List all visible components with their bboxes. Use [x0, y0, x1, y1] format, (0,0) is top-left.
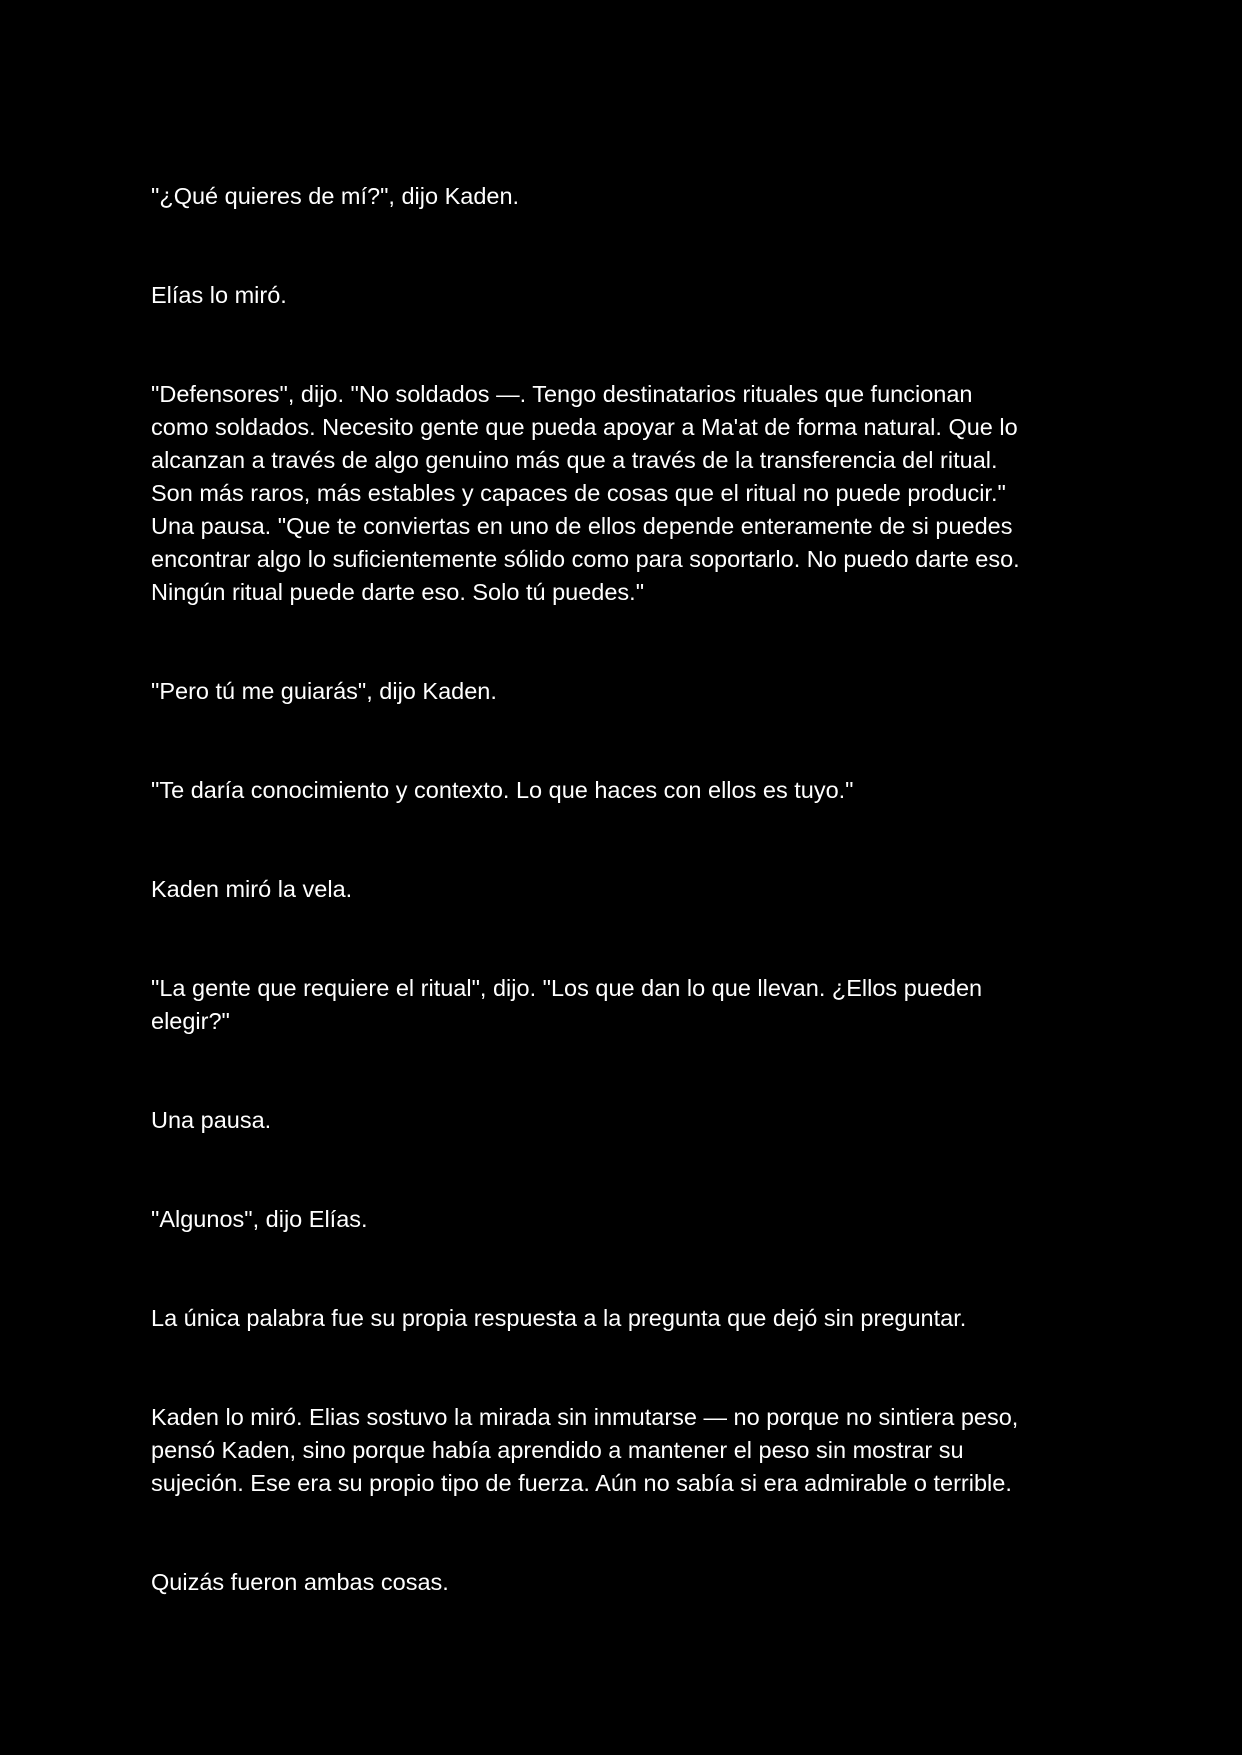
paragraph-3: [151, 378, 1091, 609]
paragraph-6: [151, 873, 1091, 906]
paragraph-5: [151, 774, 1091, 807]
text-line: Quizás fueron ambas cosas.: [151, 1569, 449, 1595]
text-line: Ningún ritual puede darte eso. Solo tú puedes.": [151, 579, 645, 605]
text-line: pensó Kaden, sino porque había aprendido a mantener el peso sin mostrar su: [151, 1437, 964, 1463]
paragraph-1: [151, 180, 1091, 213]
text-line: "¿Qué quieres de mí?", dijo Kaden.: [151, 183, 520, 209]
text-line: alcanzan a través de algo genuino más que a través de la transferencia del ritual.: [151, 447, 998, 473]
text-line: encontrar algo lo suficientemente sólido como para soportarlo. No puedo darte eso.: [151, 546, 1020, 572]
text-line: sujeción. Ese era su propio tipo de fuerza. Aún no sabía si era admirable o terrible.: [151, 1470, 1012, 1496]
paragraph-12: [151, 1566, 1091, 1599]
document-page: [151, 180, 1091, 1599]
paragraph-11: [151, 1401, 1091, 1500]
text-line: Kaden miró la vela.: [151, 876, 353, 902]
paragraph-8: [151, 1104, 1091, 1137]
text-line: Elías lo miró.: [151, 282, 287, 308]
text-line: como soldados. Necesito gente que pueda apoyar a Ma'at de forma natural. Que lo: [151, 414, 1018, 440]
text-line: Son más raros, más estables y capaces de cosas que el ritual no puede producir.": [151, 480, 1006, 506]
text-line: "Algunos", dijo Elías.: [151, 1206, 368, 1232]
text-line: elegir?": [151, 1008, 230, 1034]
text-line: "Te daría conocimiento y contexto. Lo que haces con ellos es tuyo.": [151, 777, 854, 803]
text-line: La única palabra fue su propia respuesta a la pregunta que dejó sin preguntar.: [151, 1305, 967, 1331]
text-line: "La gente que requiere el ritual", dijo. "Los que dan lo que llevan. ¿Ellos pueden: [151, 975, 983, 1001]
paragraph-10: [151, 1302, 1091, 1335]
paragraph-9: [151, 1203, 1091, 1236]
text-line: "Pero tú me guiarás", dijo Kaden.: [151, 678, 497, 704]
paragraph-7: [151, 972, 1091, 1038]
text-line: "Defensores", dijo. "No soldados —. Tengo destinatarios rituales que funcionan: [151, 381, 973, 407]
paragraph-4: [151, 675, 1091, 708]
paragraph-2: [151, 279, 1091, 312]
text-line: Una pausa.: [151, 1107, 272, 1133]
text-line: Kaden lo miró. Elias sostuvo la mirada sin inmutarse — no porque no sintiera peso,: [151, 1404, 1019, 1430]
text-line: Una pausa. "Que te conviertas en uno de ellos depende enteramente de si puedes: [151, 513, 1013, 539]
